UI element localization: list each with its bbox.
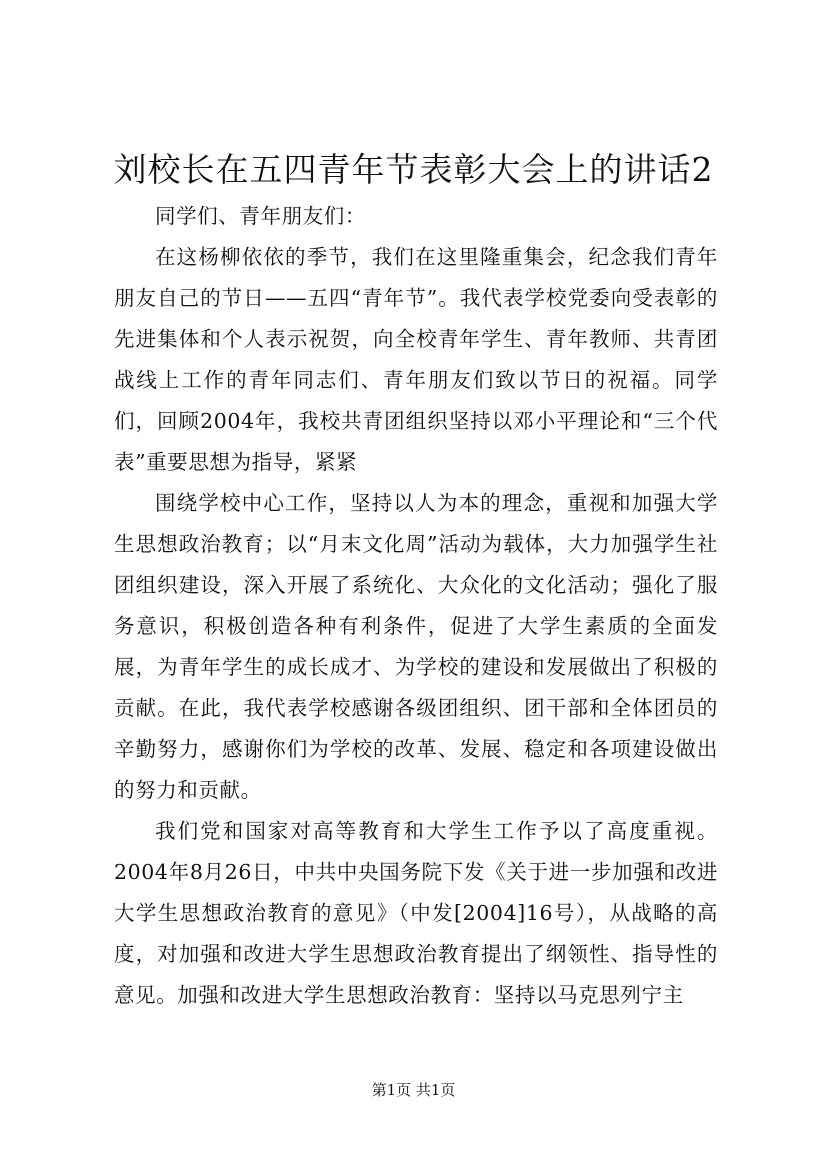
salutation: 同学们、青年朋友们： [155,204,366,228]
paragraph: 我们党和国家对高等教育和大学生工作予以了高度重视。2004年8月26日，中共中央国务院下发《关于进一步加强和改进大学生思想政治教育的意见》（中发[2004]16号），从战略的高度，对加强和改进大学生思想政治教育提出了纲领性、指导性的意见。加强和改进大学生思想政治教育：坚持以马克思列宁主 [114,819,718,1007]
paragraph: 在这杨柳依依的季节，我们在这里隆重集会，纪念我们青年朋友自己的节日——五四“青年节”。我代表学校党委向受表彰的先进集体和个人表示祝贺，向全校青年学生、青年教师、共青团战线上工作的青年同志们、青年朋友们致以节日的祝福。同学们，回顾2004年，我校共青团组织坚持以邓小平理论和“三个代表”重要思想为指导，紧紧 [114,245,718,474]
page-footer: 第1页 共1页 [371,1081,456,1099]
document-title: 刘校长在五四青年节表彰大会上的讲话2 [113,150,714,189]
document-body [114,196,718,1016]
paragraph: 围绕学校中心工作，坚持以人为本的理念，重视和加强大学生思想政治教育；以“月末文化周”活动为载体，大力加强学生社团组织建设，深入开展了系统化、大众化的文化活动；强化了服务意识，积极创造各种有利条件，促进了大学生素质的全面发展，为青年学生的成长成才、为学校的建设和发展做出了积极的贡献。在此，我代表学校感谢各级团组织、团干部和全体团员的辛勤努力，感谢你们为学校的改革、发展、稳定和各项建设做出的努力和贡献。 [114,491,718,802]
